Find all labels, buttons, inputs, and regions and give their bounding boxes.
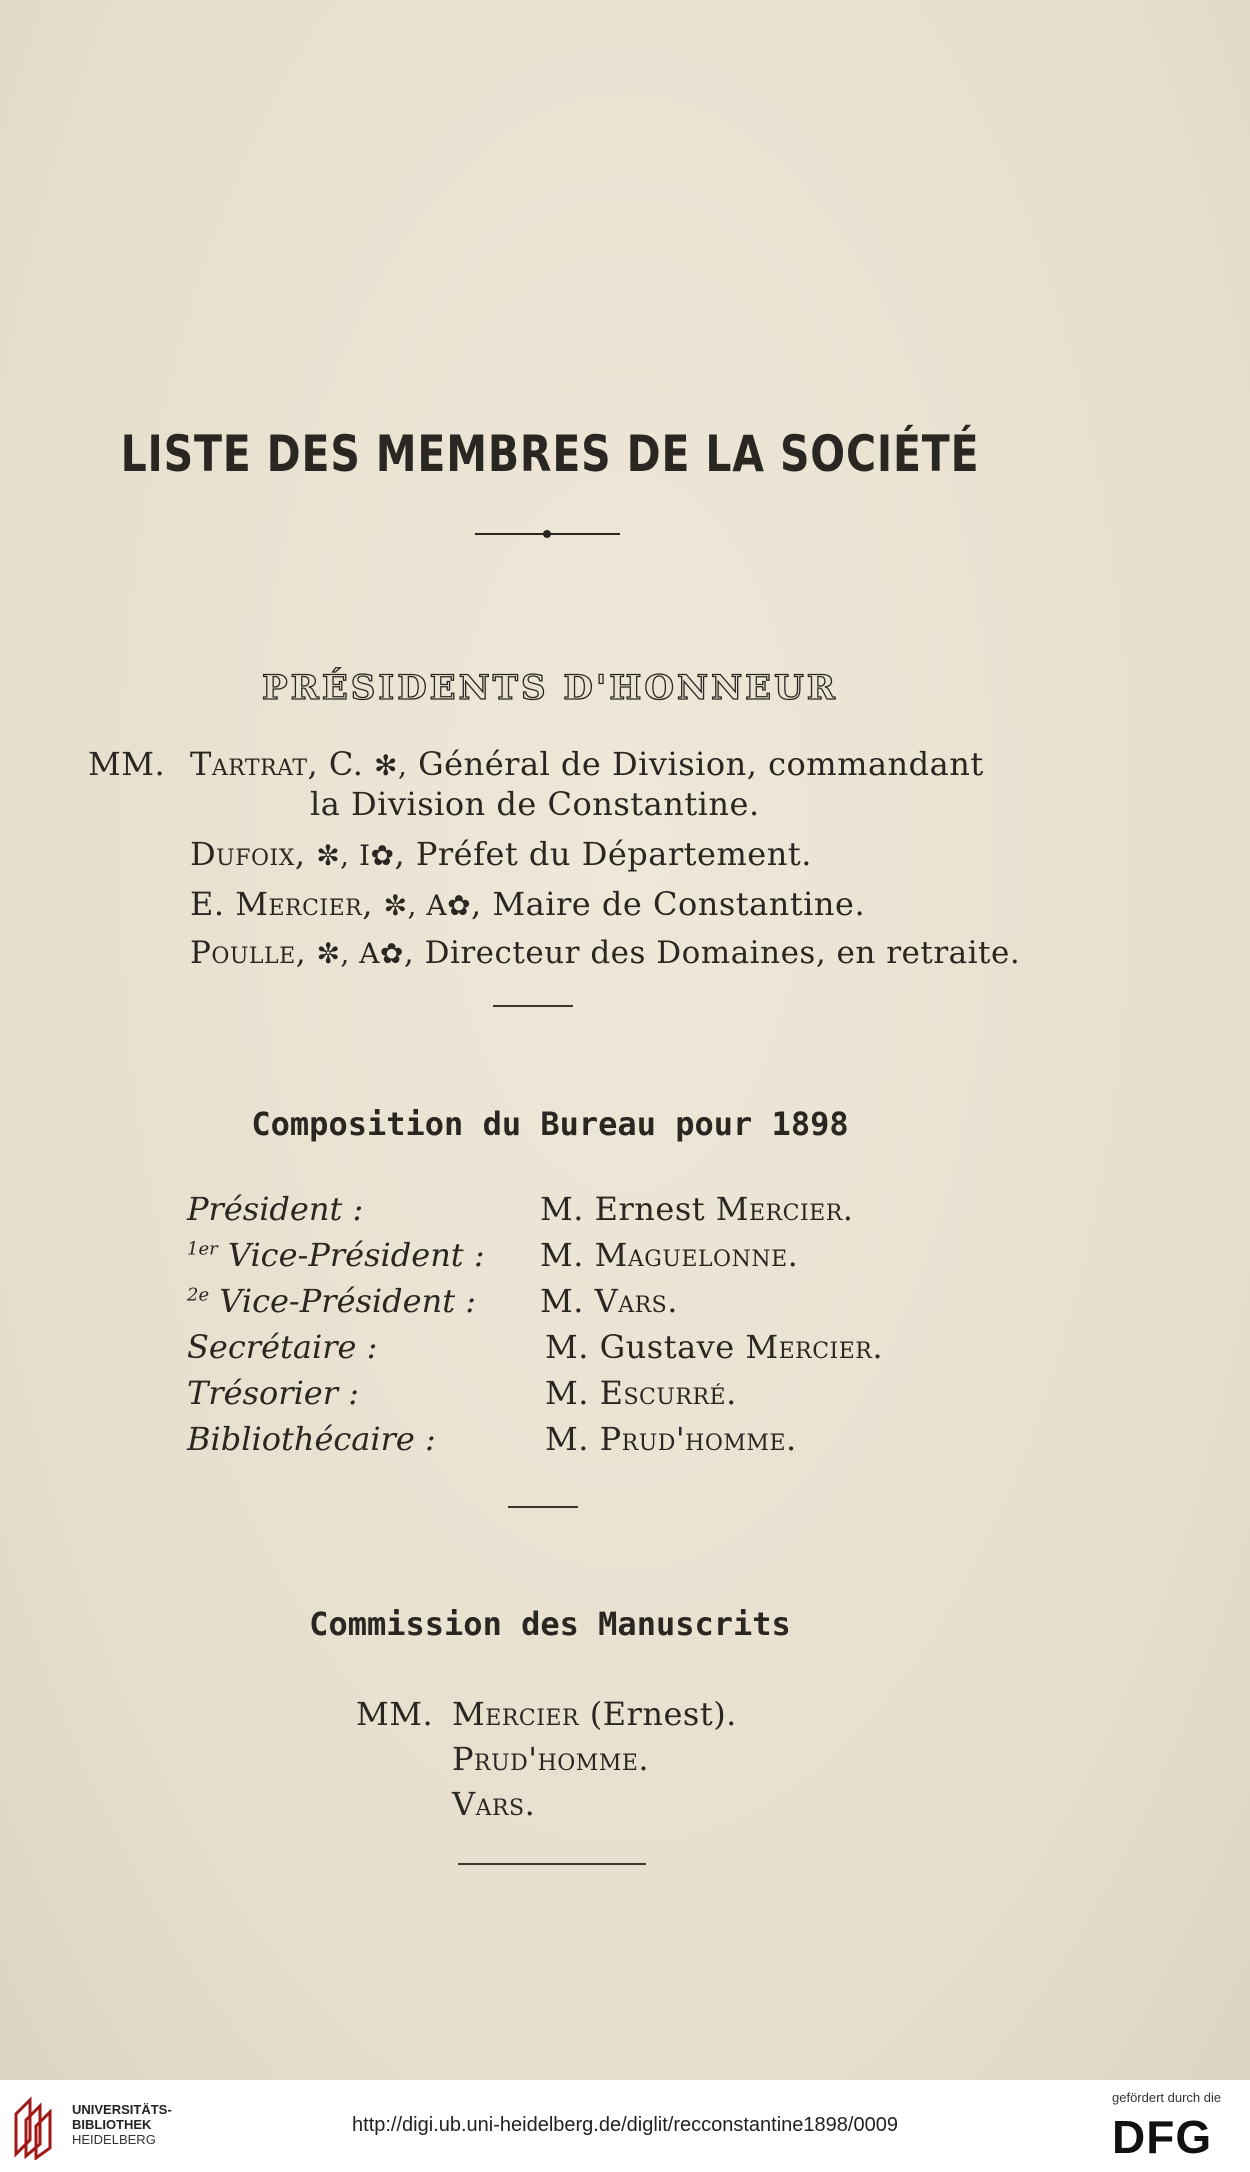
manuscrits-member: Mercier (Ernest). [452,1695,737,1733]
cross-symbol: ✻, [374,749,408,782]
president-name: E. Mercier, [190,885,373,923]
section-rule [493,1005,573,1007]
cross-symbol: ✼, I [316,839,371,872]
president-title: , Directeur des Domaines, en retraite. [403,935,1021,971]
palm-icon: ✿ [379,937,404,970]
president-title: , Maire de Constantine. [471,885,866,923]
president-title: Général de Division, commandant [418,745,984,783]
footer-bar [0,2080,1250,2172]
manuscrits-member: Vars. [452,1785,536,1823]
bureau-member: M. Ernest Mercier. [540,1190,854,1228]
palm-icon: ✿ [370,839,395,872]
section-rule [458,1863,646,1865]
president-entry [190,835,812,873]
cross-symbol: ✼, A [316,937,380,970]
president-entry [190,935,1020,971]
bureau-role: Trésorier : [187,1374,359,1412]
cross-symbol: ✼, A [383,889,448,922]
dfg-logo: DFG [1112,2111,1213,2163]
manuscrits-member: Prud'homme. [452,1740,650,1778]
president-name: Poulle, [190,935,307,971]
ornament-divider [475,527,620,541]
manuscrits-heading: Commission des Manuscrits [309,1605,791,1643]
president-entry [190,745,984,783]
president-title-cont: la Division de Constantine. [310,785,760,823]
bureau-member: M. Gustave Mercier. [545,1328,884,1366]
bureau-role: $^{1er}$ Vice-Président : [187,1236,485,1274]
bureau-role: Président : [187,1190,364,1228]
palm-icon: ✿ [447,889,472,922]
bureau-role: Bibliothécaire : [187,1420,436,1458]
president-entry [190,885,865,923]
manuscrits-prefix: MM. [356,1695,434,1733]
page-title: LISTE DES MEMBRES DE LA SOCIÉTÉ [120,425,980,483]
presidents-prefix: MM. [88,745,166,783]
bureau-member: M. Maguelonne. [540,1236,799,1274]
bureau-member: M. Vars. [540,1282,678,1320]
source-url-link[interactable]: http://digi.ub.uni-heidelberg.de/diglit/recconstantine1898/0009 [352,2114,898,2136]
sponsor-label: gefördert durch die [1112,2090,1222,2105]
president-title: , Préfet du Département. [394,835,812,873]
bureau-member: M. Prud'homme. [545,1420,797,1458]
president-name: Dufoix, [190,835,306,873]
bureau-role: Secrétaire : [187,1328,378,1366]
bureau-role: $^{2e}$ Vice-Président : [187,1282,476,1320]
presidents-heading: PRÉSIDENTS D'HONNEUR [262,668,838,708]
library-logo-text: UNIVERSITÄTS- BIBLIOTHEK HEIDELBERG [72,2102,172,2147]
bureau-member: M. Escurré. [545,1374,737,1412]
president-name: Tartrat, C. [190,745,364,783]
bureau-heading: Composition du Bureau pour 1898 [251,1105,849,1143]
section-rule [508,1506,578,1508]
